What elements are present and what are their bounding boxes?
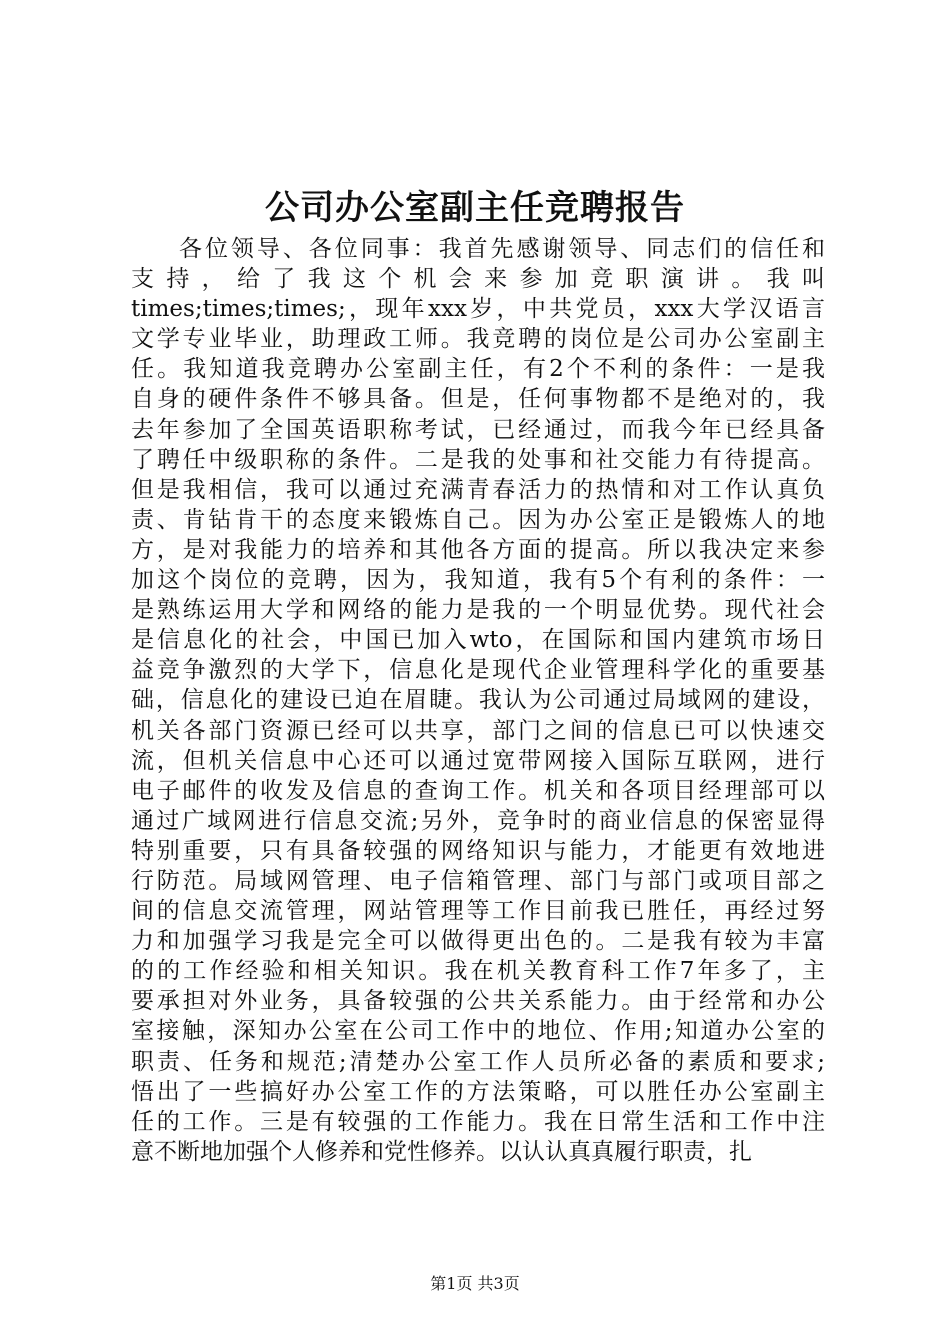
body-line: 任的工作。三是有较强的工作能力。我在日常生活和工作中注 (131, 1108, 825, 1135)
page-number-footer: 第1页 共3页 (430, 1274, 520, 1293)
body-line: 任。我知道我竞聘办公室副主任，有2个不利的条件：一是我 (131, 356, 825, 383)
body-line: 是信息化的社会，中国已加入wto，在国际和国内建筑市场日 (131, 627, 825, 654)
body-line: 了聘任中级职称的条件。二是我的处事和社交能力有待提高。 (131, 446, 825, 473)
body-line: 意不断地加强个人修养和党性修养。以认认真真履行职责，扎 (131, 1138, 752, 1165)
body-line: 支持，给了我这个机会来参加竞职演讲。我叫 (131, 266, 825, 293)
body-line: 悟出了一些搞好办公室工作的方法策略，可以胜任办公室副主 (131, 1078, 825, 1105)
document-body (131, 234, 825, 1167)
body-line: 责、肯钻肯干的态度来锻炼自己。因为办公室正是锻炼人的地 (131, 506, 825, 533)
body-line: 力和加强学习我是完全可以做得更出色的。二是我有较为丰富 (131, 928, 825, 955)
body-line: 去年参加了全国英语职称考试，已经通过，而我今年已经具备 (131, 416, 825, 443)
body-line: 文学专业毕业，助理政工师。我竞聘的岗位是公司办公室副主 (131, 326, 825, 353)
body-line: 方，是对我能力的培养和其他各方面的提高。所以我决定来参 (131, 536, 825, 563)
body-line: 电子邮件的收发及信息的查询工作。机关和各项目经理部可以 (131, 777, 825, 804)
body-line: 是熟练运用大学和网络的能力是我的一个明显优势。现代社会 (131, 597, 825, 624)
body-line: 职责、任务和规范;清楚办公室工作人员所必备的素质和要求; (131, 1048, 825, 1075)
body-line: 但是我相信，我可以通过充满青春活力的热情和对工作认真负 (131, 476, 825, 503)
body-line: 间的信息交流管理，网站管理等工作目前我已胜任，再经过努 (131, 898, 825, 925)
body-line: 特别重要，只有具备较强的网络知识与能力，才能更有效地进 (131, 837, 825, 864)
body-line: 各位领导、各位同事：我首先感谢领导、同志们的信任和 (179, 236, 825, 262)
body-line: 室接触，深知办公室在公司工作中的地位、作用;知道办公室的 (131, 1018, 825, 1045)
body-line: 通过广域网进行信息交流;另外，竞争时的商业信息的保密显得 (131, 807, 825, 834)
body-line: 益竞争激烈的大学下，信息化是现代企业管理科学化的重要基 (131, 657, 825, 684)
body-line: 的的工作经验和相关知识。我在机关教育科工作7年多了，主 (131, 958, 825, 985)
body-line: 要承担对外业务，具备较强的公共关系能力。由于经常和办公 (131, 988, 825, 1015)
document-title: 公司办公室副主任竞聘报告 (265, 188, 685, 228)
body-line: 流，但机关信息中心还可以通过宽带网接入国际互联网，进行 (131, 747, 825, 774)
body-line: 础，信息化的建设已迫在眉睫。我认为公司通过局域网的建设， (131, 687, 825, 714)
body-line: times;times;times;，现年xxx岁，中共党员，xxx大学汉语言 (131, 296, 825, 323)
body-line: 自身的硬件条件不够具备。但是，任何事物都不是绝对的，我 (131, 386, 825, 413)
body-line: 机关各部门资源已经可以共享，部门之间的信息已可以快速交 (131, 717, 825, 744)
body-line: 行防范。局域网管理、电子信箱管理、部门与部门或项目部之 (131, 867, 825, 894)
body-line: 加这个岗位的竞聘，因为，我知道，我有5个有利的条件：一 (131, 567, 825, 594)
